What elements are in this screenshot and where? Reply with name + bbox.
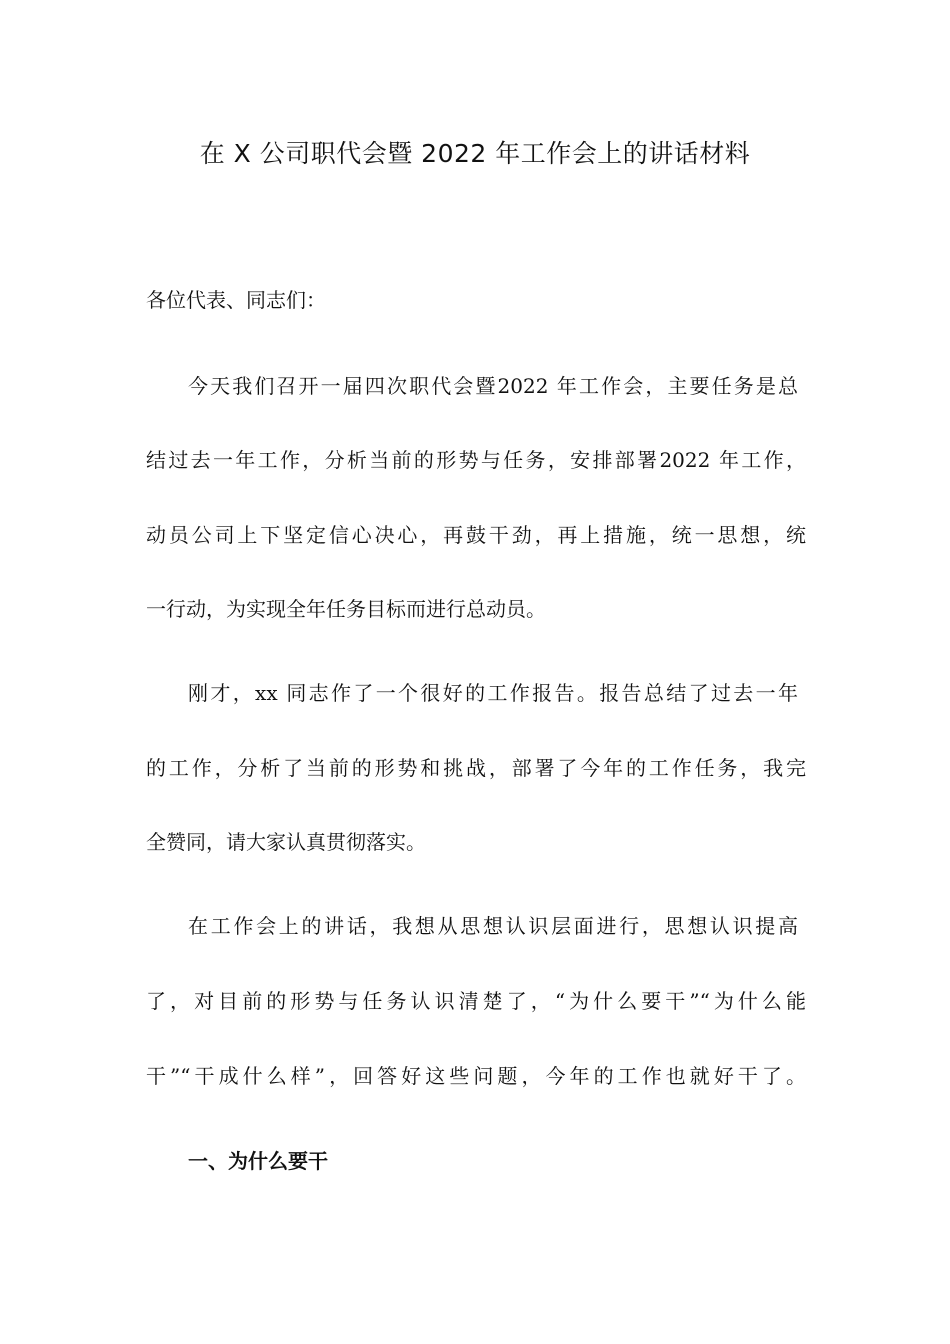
document-title: 在 X 公司职代会暨 2022 年工作会上的讲话材料 — [199, 139, 751, 168]
paragraph-2-line-1: 刚才，xx 同志作了一个很好的工作报告。报告总结了过去一年 — [188, 681, 798, 705]
paragraph-3-line-1: 在工作会上的讲话，我想从思想认识层面进行，思想认识提高 — [188, 914, 798, 938]
salutation: 各位代表、同志们： — [146, 288, 326, 312]
paragraph-1-line-1: 今天我们召开一届四次职代会暨2022 年工作会，主要任务是总 — [188, 374, 798, 398]
paragraph-3-line-2: 了，对目前的形势与任务认识清楚了，“为什么要干”“为什么能 — [146, 989, 806, 1013]
paragraph-2-line-2: 的工作，分析了当前的形势和挑战，部署了今年的工作任务，我完 — [146, 756, 806, 780]
section-heading-1: 一、为什么要干 — [188, 1149, 328, 1173]
paragraph-3-line-3: 干”“干成什么样”，回答好这些问题，今年的工作也就好干了。 — [146, 1064, 806, 1088]
paragraph-2-line-3: 全赞同，请大家认真贯彻落实。 — [146, 830, 426, 854]
paragraph-1-line-2: 结过去一年工作，分析当前的形势与任务，安排部署2022 年工作， — [146, 448, 806, 472]
paragraph-1-line-3: 动员公司上下坚定信心决心，再鼓干劲，再上措施，统一思想，统 — [146, 523, 806, 547]
paragraph-1-line-4: 一行动，为实现全年任务目标而进行总动员。 — [146, 597, 546, 621]
